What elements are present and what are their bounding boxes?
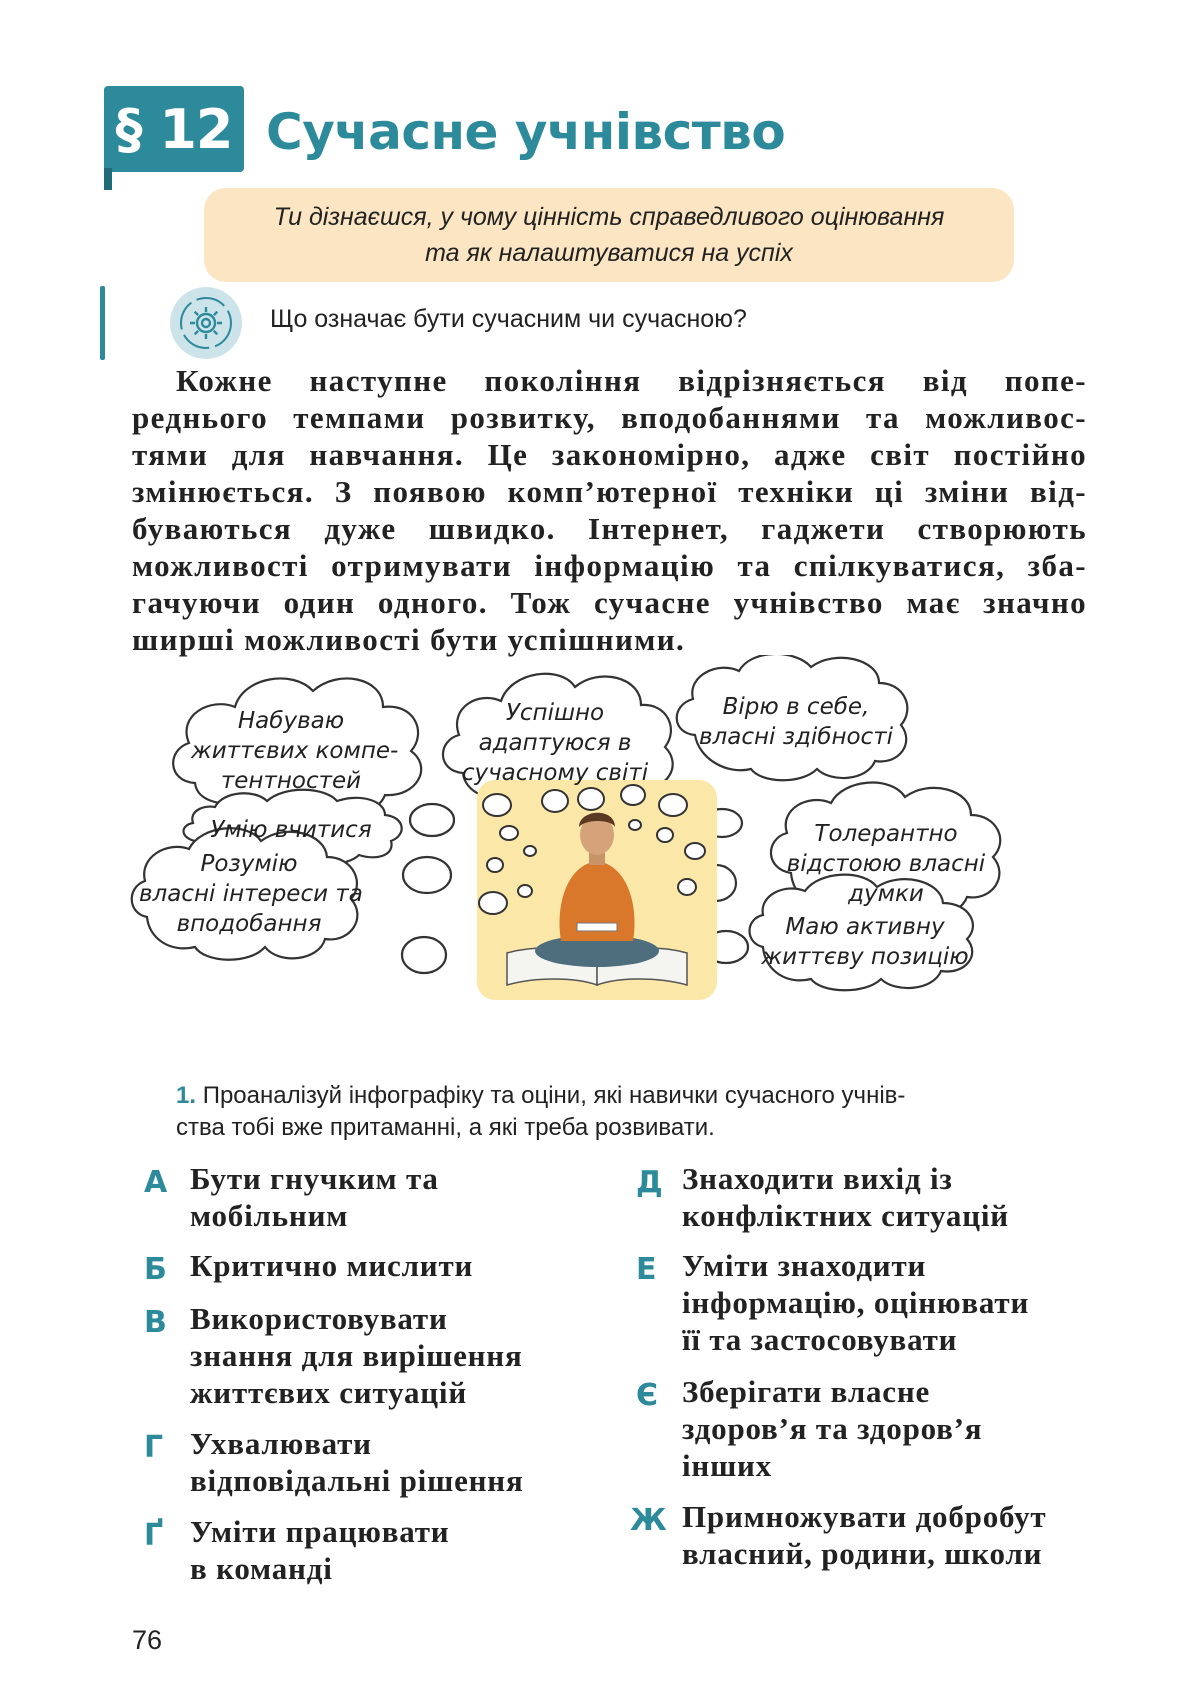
cloud-line: Розумію bbox=[200, 851, 298, 877]
body-paragraph bbox=[132, 362, 1087, 658]
option-line: Ухвалювати bbox=[190, 1426, 372, 1461]
infographic bbox=[115, 655, 1095, 1065]
body-line: гачуючи один одного. Тож сучасне учнівство має значно bbox=[132, 585, 1087, 620]
option-line: Критично мислити bbox=[190, 1248, 474, 1283]
body-line: ширші можливості бути успішними. bbox=[132, 622, 686, 657]
cloud-line: Умію вчитися bbox=[210, 817, 372, 843]
learning-goal-box bbox=[204, 188, 1014, 282]
task-text: Проаналізуй інфографіку та оціни, які навички сучасного учнів- bbox=[202, 1082, 906, 1109]
body-line: буваються дуже швидко. Інтернет, гаджети створюють bbox=[132, 511, 1087, 546]
option-line: конфліктних ситуацій bbox=[682, 1198, 1009, 1233]
cloud-line: Успішно bbox=[505, 700, 605, 726]
cloud-line: життєвих компе- bbox=[191, 738, 399, 764]
cloud-text bbox=[455, 698, 655, 788]
option-line: Зберігати власне bbox=[682, 1374, 931, 1409]
body-line: змінюється. З появою комп’ютерної техніки ці зміни від- bbox=[132, 474, 1087, 509]
task-instruction bbox=[176, 1080, 1086, 1144]
option-item bbox=[190, 1160, 439, 1234]
option-line: життєвих ситуацій bbox=[190, 1375, 468, 1410]
option-line: Використовувати bbox=[190, 1301, 448, 1336]
option-line: Знаходити вихід із bbox=[682, 1161, 953, 1196]
option-line: Уміти працювати bbox=[190, 1514, 450, 1549]
option-letter: Ґ bbox=[144, 1518, 164, 1553]
option-line: Примножувати добробут bbox=[682, 1499, 1047, 1534]
option-letter: А bbox=[144, 1165, 168, 1200]
option-item bbox=[682, 1498, 1046, 1572]
cloud-line: вподобання bbox=[176, 911, 322, 937]
option-letter: Е bbox=[636, 1252, 657, 1287]
cloud-line: життєву позицію bbox=[761, 944, 969, 970]
option-line: інформацію, оцінювати bbox=[682, 1285, 1030, 1320]
question-text: Що означає бути сучасним чи сучасною? bbox=[270, 305, 747, 333]
task-number: 1. bbox=[176, 1082, 197, 1109]
option-letter: Ж bbox=[630, 1503, 667, 1538]
side-accent-bar bbox=[100, 286, 105, 360]
option-line: Бути гнучким та bbox=[190, 1161, 439, 1196]
option-line: Уміти знаходити bbox=[682, 1248, 927, 1283]
gear-icon bbox=[170, 287, 242, 359]
option-item bbox=[682, 1247, 1029, 1358]
body-line: тями для навчання. Це закономірно, адже світ постійно bbox=[132, 437, 1087, 472]
cloud-text bbox=[691, 692, 901, 752]
cloud-text bbox=[191, 815, 391, 845]
option-item bbox=[190, 1300, 523, 1411]
option-line: відповідальні рішення bbox=[190, 1463, 524, 1498]
body-line: можливості отримувати інформацію та спілкуватися, зба- bbox=[132, 548, 1087, 583]
cloud-line: сучасному світі bbox=[461, 760, 649, 786]
option-line: здоров’я та здоров’я bbox=[682, 1411, 983, 1446]
option-line: власний, родини, школи bbox=[682, 1536, 1043, 1571]
option-item bbox=[682, 1160, 1009, 1234]
option-letter: Б bbox=[144, 1252, 167, 1287]
cloud-line: Набуваю bbox=[237, 708, 345, 734]
learning-goal-line: та як налаштуватися на успіх bbox=[425, 239, 793, 267]
page-number: 76 bbox=[132, 1625, 163, 1655]
cloud-line: відстоюю власні bbox=[786, 851, 986, 877]
cloud-line: власні здібності bbox=[699, 724, 893, 750]
option-line: її та застосовувати bbox=[682, 1322, 958, 1357]
cloud-line: власні інтереси та bbox=[139, 881, 363, 907]
option-line: знання для вирішення bbox=[190, 1338, 523, 1373]
option-letter: Д bbox=[636, 1165, 663, 1200]
cloud-line: тентностей bbox=[220, 768, 362, 794]
cloud-text bbox=[755, 912, 975, 972]
badge-flap bbox=[104, 168, 112, 190]
option-item bbox=[190, 1513, 449, 1587]
body-line: Кожне наступне покоління відрізняється від попе- bbox=[176, 363, 1087, 398]
option-item bbox=[190, 1425, 524, 1499]
option-letter: В bbox=[144, 1305, 167, 1340]
cloud-line: Вірю в себе, bbox=[722, 694, 870, 720]
cloud-line: Маю активну bbox=[785, 914, 945, 940]
cloud-text bbox=[139, 849, 363, 939]
option-line: мобільним bbox=[190, 1198, 349, 1233]
cloud-text bbox=[191, 706, 399, 796]
cloud-line: Толерантно bbox=[814, 821, 958, 847]
page-title: Сучасне учнівство bbox=[266, 103, 786, 161]
option-line: інших bbox=[682, 1448, 773, 1483]
task-text: ства тобі вже притаманні, а які треба розвивати. bbox=[176, 1114, 715, 1141]
learning-goal-line: Ти дізнаєшся, у чому цінність справедливого оцінювання bbox=[273, 203, 945, 231]
cloud-text bbox=[781, 819, 991, 909]
cloud-line: думки bbox=[848, 881, 924, 907]
body-line: реднього темпами розвитку, вподобаннями та можливос- bbox=[132, 400, 1087, 435]
paragraph-badge: § 12 bbox=[104, 86, 244, 172]
option-item bbox=[682, 1373, 982, 1484]
option-item bbox=[190, 1247, 473, 1284]
option-letter: Г bbox=[144, 1430, 164, 1465]
option-line: в команді bbox=[190, 1551, 333, 1586]
cloud-line: адаптуюся в bbox=[478, 730, 632, 756]
option-letter: Є bbox=[636, 1378, 659, 1413]
